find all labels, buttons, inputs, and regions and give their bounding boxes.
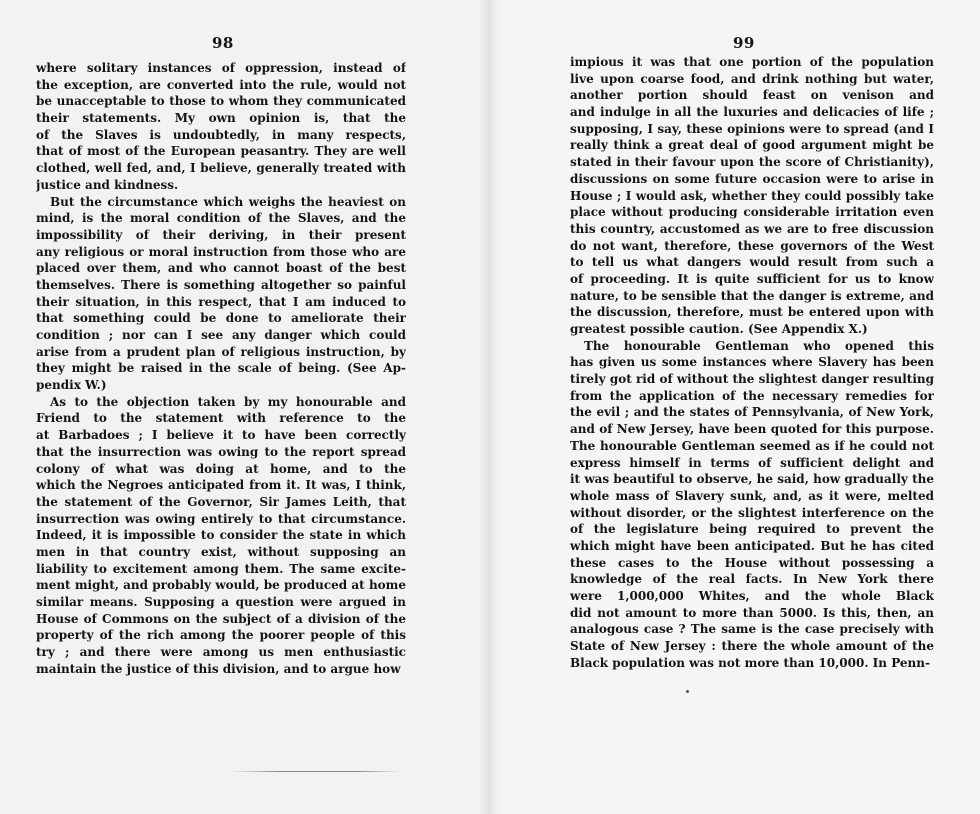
left-page-text [36,60,406,677]
text-line: which might have been anticipated. But he has cited [570,538,934,553]
text-line: place without producing considerable irritation even [570,205,934,220]
text-line: their situation, in this respect, that I am induced to [36,294,406,309]
text-line: mind, is the moral condition of the Slaves, and the [36,211,406,226]
text-line: of the legislature being required to prevent the [570,522,934,537]
footer-smudge-line [230,771,400,772]
text-line: where solitary instances of oppression, instead of [36,61,406,75]
text-line: impious it was that one portion of the population [570,55,934,69]
text-line: The honourable Gentleman who opened this [584,338,934,353]
text-line: were 1,000,000 Whites, and the whole Black [570,589,934,603]
text-line: House ; I would ask, whether they could possibly take [570,188,934,203]
book-gutter [478,0,502,814]
text-line: greatest possible caution. (See Appendix X.) [570,322,868,336]
text-line: nature, to be sensible that the danger is extreme, and [570,288,934,303]
text-line: and indulge in all the luxuries and delicacies of life ; [570,105,934,120]
text-line: express himself in terms of sufficient delight and [570,455,934,470]
text-line: any religious or moral instruction from those who are [36,244,406,259]
text-line: it was beautiful to observe, he said, how gradually the [570,472,934,487]
text-line: justice and kindness. [36,177,179,192]
ink-speck [686,690,689,693]
text-line: their statements. My own opinion is, that the [36,111,406,126]
text-line: that something could be done to ameliorate their [36,311,406,326]
text-line: to tell us what dangers would result from such a [570,255,934,270]
text-line: be unacceptable to those to whom they communicated [36,94,406,109]
text-line: arise from a prudent plan of religious instruction, by [36,344,406,359]
text-line: the discussion, therefore, must be entered upon with [570,305,934,320]
text-line: without disorder, or the slightest interference on the [570,505,934,520]
text-line: and of New Jersey, have been quoted for this purpose. [570,422,934,437]
text-line: which the Negroes anticipated from it. It was, I think, [36,478,406,493]
text-line: did not amount to more than 5000. Is this, then, an [570,605,934,620]
text-line: ment might, and probably would, be produced at home [36,578,406,593]
text-line: State of New Jersey : there the whole amount of the [570,639,934,654]
text-line: themselves. There is something altogether so painful [36,277,406,292]
text-line: The honourable Gentleman seemed as if he could not [570,438,934,453]
text-line: pendix W.) [36,378,107,393]
text-line: they might be raised in the scale of being. (See Ap- [36,361,406,376]
text-line: insurrection was owing entirely to that circumstance. [36,511,406,526]
text-line: colony of what was doing at home, and to the [36,461,406,476]
text-line: clothed, well fed, and, I believe, generally treated with [36,161,406,176]
text-line: Friend to the statement with reference to the [36,411,406,426]
text-line: live upon coarse food, and drink nothing but water, [570,71,934,86]
text-line: stated in their favour upon the score of Christianity), [570,155,934,170]
text-line: the exception, are converted into the rule, would not [36,77,406,92]
text-line: tirely got rid of without the slightest danger resulting [570,372,934,387]
text-line: property of the rich among the poorer people of this [36,628,406,643]
text-line: Black population was not more than 10,000. In Penn- [570,655,930,670]
text-line: knowledge of the real facts. In New York there [570,572,934,587]
text-line: As to the objection taken by my honourable and [50,394,406,409]
text-line: analogous case ? The same is the case precisely with [570,622,934,637]
right-page-text [570,54,934,671]
text-line: another portion should feast on venison and [570,88,934,103]
text-line: placed over them, and who cannot boast of the best [36,261,406,276]
page-number-left: 98 [212,34,234,52]
text-line: whole mass of Slavery sunk, and, as it were, melted [570,488,934,503]
text-line: condition ; nor can I see any danger which could [36,328,406,342]
text-line: similar means. Supposing a question were argued in [36,595,406,609]
text-line: really think a great deal of good argument might be [570,138,934,153]
text-line: at Barbadoes ; I believe it to have been correctly [36,428,406,443]
text-line: the statement of the Governor, Sir James Leith, that [36,494,406,509]
text-line: supposing, I say, these opinions were to spread (and I [570,121,934,136]
text-line: impossibility of their deriving, in their present [36,227,406,242]
text-line: men in that country exist, without supposing an [36,544,406,559]
text-line: House of Commons on the subject of a division of the [36,611,406,626]
right-page [490,0,980,814]
text-line: maintain the justice of this division, and to argue how [36,661,401,676]
page-number-right: 99 [733,34,755,52]
text-line: that the insurrection was owing to the report spread [36,444,406,459]
text-line: try ; and there were among us men enthusiastic [36,645,406,660]
text-line: liability to excitement among them. The same excite- [36,561,406,576]
text-line: this country, accustomed as we are to free discussion [570,221,934,236]
text-line: the evil ; and the states of Pennsylvania, of New York, [570,405,934,420]
text-line: But the circumstance which weighs the heaviest on [50,194,406,209]
text-line: that of most of the European peasantry. They are well [36,144,406,159]
text-line: do not want, therefore, these governors of the West [570,238,934,253]
text-line: discussions on some future occasion were to arise in [570,171,934,186]
text-line: from the application of the necessary remedies for [570,388,934,403]
text-line: has given us some instances where Slavery has been [570,355,934,370]
text-line: these cases to the House without possessing a [570,555,934,570]
text-line: of proceeding. It is quite sufficient for us to know [570,271,934,286]
text-line: of the Slaves is undoubtedly, in many respects, [36,127,406,142]
text-line: Indeed, it is impossible to consider the state in which [36,528,406,543]
